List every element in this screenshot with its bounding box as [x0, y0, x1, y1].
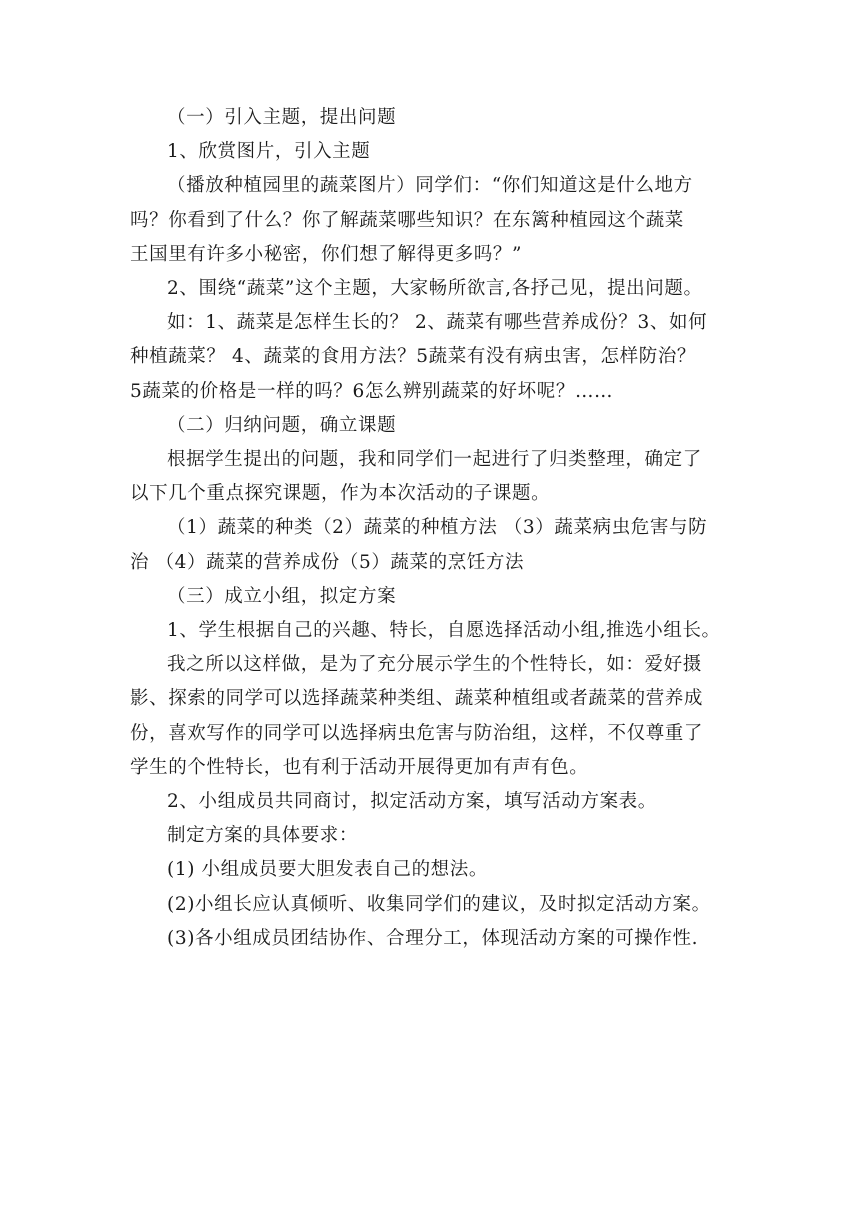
paragraph-line: 种植蔬菜？ 4、蔬菜的食用方法？5蔬菜有没有病虫害，怎样防治？: [130, 346, 697, 368]
paragraph-line: 学生的个性特长，也有利于活动开展得更加有声有色。: [130, 756, 589, 778]
paragraph-line: 份，喜欢写作的同学可以选择病虫危害与防治组，这样，不仅尊重了: [130, 722, 704, 744]
paragraph-line: 根据学生提出的问题，我和同学们一起进行了归类整理，确定了: [167, 449, 702, 471]
paragraph-line: 我之所以这样做，是为了充分展示学生的个性特长，如：爱好摄: [167, 654, 702, 676]
section-heading-3: （三）成立小组，拟定方案: [167, 585, 397, 607]
subheading: 2、围绕“蔬菜”这个主题，大家畅所欲言,各抒己见，提出问题。: [167, 278, 703, 300]
subheading: 2、小组成员共同商讨，拟定活动方案，填写活动方案表。: [167, 791, 657, 813]
list-item: (3)各小组成员团结协作、合理分工，体现活动方案的可操作性.: [167, 927, 699, 949]
paragraph-line: （播放种植园里的蔬菜图片）同学们：“你们知道这是什么地方: [167, 175, 693, 197]
paragraph-line: 以下几个重点探究课题，作为本次活动的子课题。: [130, 483, 551, 505]
list-item: (1) 小组成员要大胆发表自己的想法。: [167, 859, 488, 881]
subheading: 1、欣赏图片，引入主题: [167, 141, 371, 163]
paragraph-line: 影、探索的同学可以选择蔬菜种类组、蔬菜种植组或者蔬菜的营养成: [130, 688, 704, 710]
list-item: (2)小组长应认真倾听、收集同学们的建议，及时拟定活动方案。: [167, 893, 711, 915]
section-heading-2: （二）归纳问题，确立课题: [167, 414, 397, 436]
paragraph-line: 治 （4）蔬菜的营养成份（5）蔬菜的烹饪方法: [130, 551, 525, 573]
subheading: 1、学生根据自己的兴趣、特长，自愿选择活动小组,推选小组长。: [167, 620, 721, 642]
paragraph-line: 如：1、蔬菜是怎样生长的？ 2、蔬菜有哪些营养成份？3、如何: [167, 312, 708, 334]
document-body: [130, 101, 730, 956]
paragraph-line: 王国里有许多小秘密，你们想了解得更多吗？”: [130, 243, 523, 265]
paragraph-line: （1）蔬菜的种类（2）蔬菜的种植方法 （3）蔬菜病虫危害与防: [167, 517, 708, 539]
paragraph-line: 5蔬菜的价格是一样的吗？6怎么辨别蔬菜的好坏呢？……: [130, 380, 614, 402]
paragraph-line: 制定方案的具体要求：: [167, 825, 359, 847]
section-heading-1: （一）引入主题，提出问题: [167, 107, 397, 128]
paragraph-line: 吗？你看到了什么？你了解蔬菜哪些知识？在东篱种植园这个蔬菜: [130, 209, 684, 231]
